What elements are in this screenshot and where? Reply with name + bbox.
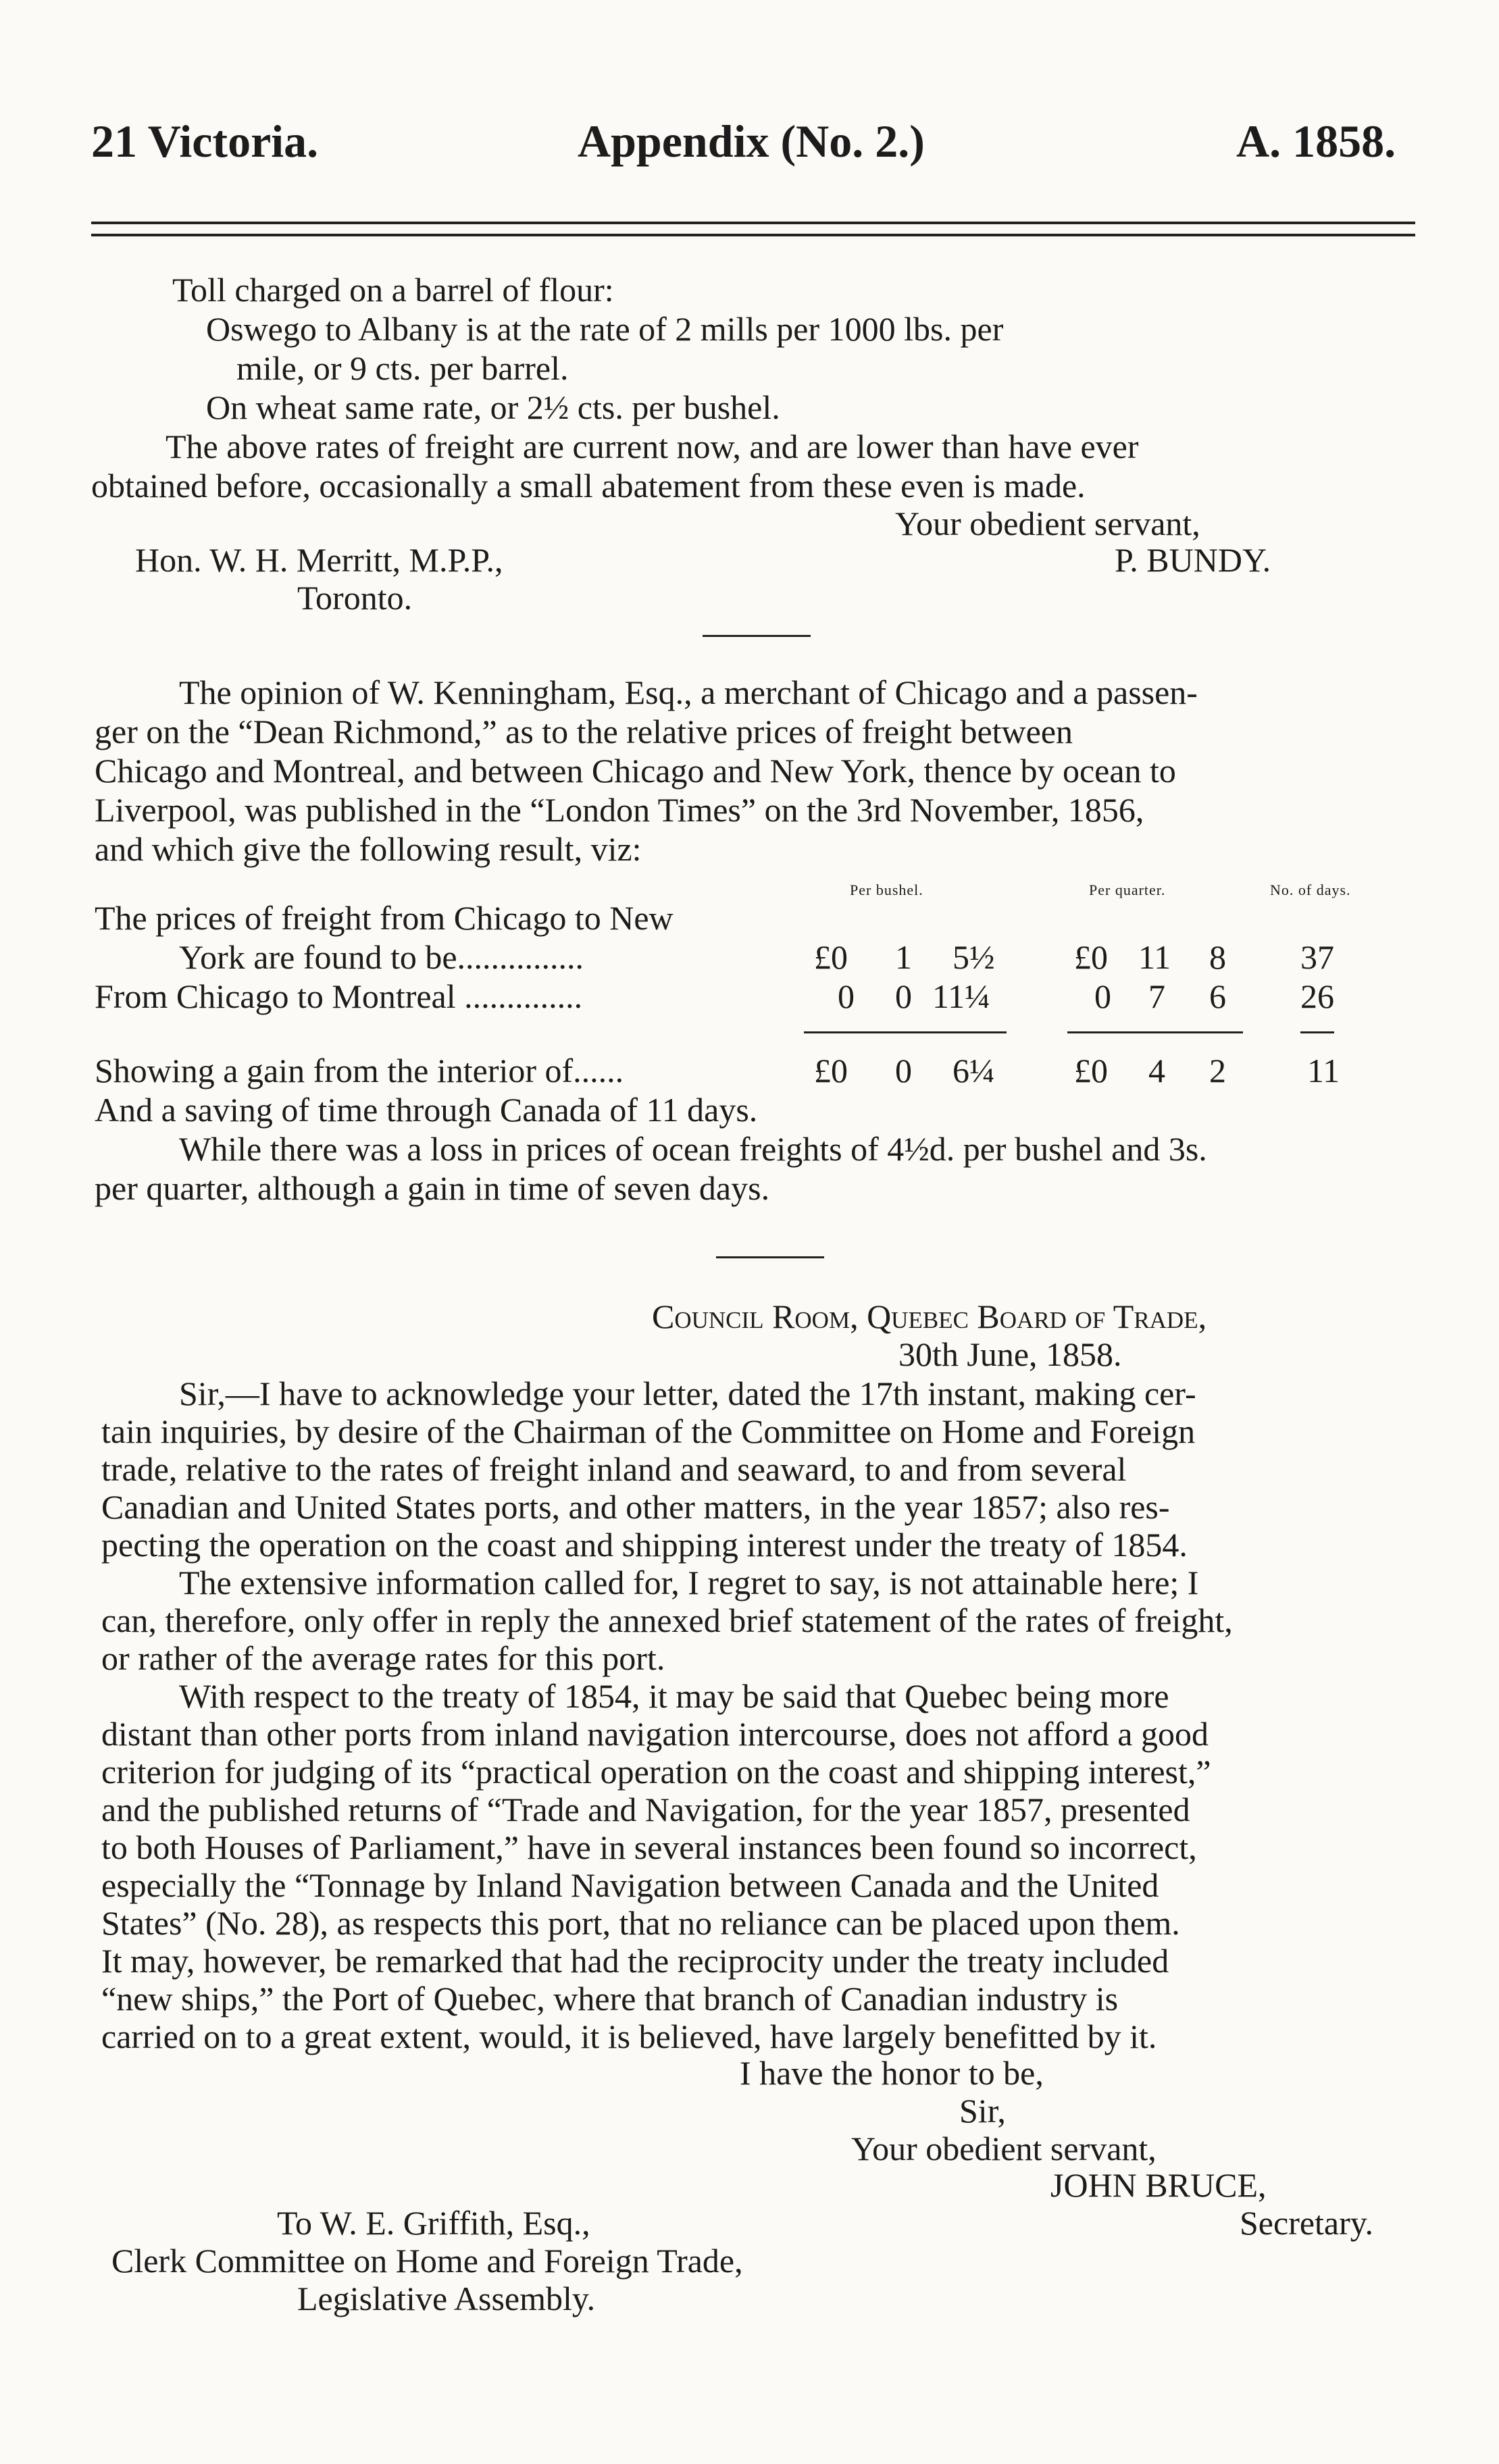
header-year: A. 1858.	[1236, 116, 1396, 167]
opinion-line-4: Liverpool, was published in the “London Times” on the 3rd November, 1856,	[95, 791, 1144, 829]
letter-p1-line-3: trade, relative to the rates of freight inland and seaward, to and from several	[101, 1450, 1127, 1488]
row1-label-a: The prices of freight from Chicago to New	[95, 899, 674, 937]
col-header-days: No. of days.	[1270, 881, 1351, 898]
row2-quarter-pence: 6	[1209, 977, 1226, 1015]
row1-days: 37	[1300, 938, 1334, 976]
total-quarter-shillings: 4	[1148, 1052, 1165, 1089]
letter-p1-line-4: Canadian and United States ports, and other matters, in the year 1857; also res-	[101, 1488, 1170, 1526]
col-header-per-quarter: Per quarter.	[1089, 881, 1166, 898]
letter-p3-line-6: especially the “Tonnage by Inland Navigation between Canada and the United	[101, 1866, 1159, 1904]
row1-bushel-pounds: £0	[814, 938, 848, 976]
row1-bushel-shillings: 1	[895, 938, 912, 976]
toll-signer: P. BUNDY.	[1115, 541, 1271, 579]
row1-quarter-pounds: £0	[1074, 938, 1108, 976]
opinion-line-5: and which give the following result, viz:	[95, 830, 642, 868]
recipient-line-1: To W. E. Griffith, Esq.,	[277, 2204, 590, 2242]
letter-p3-line-2: distant than other ports from inland navigation intercourse, does not afford a good	[101, 1715, 1209, 1753]
row2-bushel-pence: 11¼	[932, 977, 990, 1015]
letter-p1-line-5: pecting the operation on the coast and shipping interest under the treaty of 1854.	[101, 1526, 1188, 1564]
letter-p2-line-2: can, therefore, only offer in reply the annexed brief statement of the rates of freight,	[101, 1601, 1233, 1639]
total-label: Showing a gain from the interior of......	[95, 1052, 624, 1089]
letter-servant: Your obedient servant,	[851, 2130, 1157, 2167]
row1-label-b: York are found to be...............	[179, 938, 584, 976]
row2-bushel-shillings: 0	[895, 977, 912, 1015]
note-line-1: And a saving of time through Canada of 11 days.	[95, 1091, 758, 1129]
letter-honor: I have the honor to be,	[740, 2054, 1044, 2092]
recipient-line-3: Legislative Assembly.	[297, 2280, 596, 2317]
letter-p3-line-8: It may, however, be remarked that had the reciprocity under the treaty included	[101, 1942, 1169, 1980]
note-line-2: While there was a loss in prices of ocean freights of 4½d. per bushel and 3s.	[179, 1130, 1207, 1168]
letter-p3-line-9: “new ships,” the Port of Quebec, where that branch of Canadian industry is	[101, 1980, 1119, 2018]
row2-quarter-shillings: 7	[1148, 977, 1165, 1015]
total-bushel-pence: 6¼	[952, 1052, 995, 1089]
toll-line-4: On wheat same rate, or 2½ cts. per bushel.	[206, 388, 780, 426]
row1-quarter-shillings: 11	[1138, 938, 1171, 976]
section-divider-1	[703, 635, 811, 637]
letter-p3-line-5: to both Houses of Parliament,” have in several instances been found so incorrect,	[101, 1828, 1197, 1866]
letter-p1-line-2: tain inquiries, by desire of the Chairman of the Committee on Home and Foreign	[101, 1412, 1196, 1450]
letter-sir: Sir,	[959, 2092, 1006, 2130]
letter-signer: JOHN BRUCE,	[1050, 2166, 1267, 2204]
row2-days: 26	[1300, 977, 1334, 1015]
toll-line-5: The above rates of freight are current now, and are lower than have ever	[166, 428, 1139, 465]
header-double-rule	[91, 222, 1415, 236]
row2-quarter-pounds: 0	[1094, 977, 1111, 1015]
toll-line-3: mile, or 9 cts. per barrel.	[236, 349, 569, 387]
letter-p2-line-3: or rather of the average rates for this port.	[101, 1639, 665, 1677]
row1-bushel-pence: 5½	[952, 938, 995, 976]
opinion-line-3: Chicago and Montreal, and between Chicago and New York, thence by ocean to	[95, 752, 1176, 790]
letter-p3-line-1: With respect to the treaty of 1854, it may be said that Quebec being more	[179, 1677, 1169, 1715]
header-session: 21 Victoria.	[91, 116, 319, 167]
col-header-per-bushel: Per bushel.	[850, 881, 923, 898]
header-appendix: Appendix (No. 2.)	[578, 116, 925, 167]
opinion-line-2: ger on the “Dean Richmond,” as to the relative prices of freight between	[95, 713, 1073, 750]
recipient-line-2: Clerk Committee on Home and Foreign Trade,	[111, 2242, 743, 2280]
note-line-3: per quarter, although a gain in time of seven days.	[95, 1169, 770, 1207]
letter-p3-line-4: and the published returns of “Trade and Navigation, for the year 1857, presented	[101, 1791, 1190, 1828]
letter-p2-line-1: The extensive information called for, I regret to say, is not attainable here; I	[179, 1564, 1199, 1601]
toll-line-6: obtained before, occasionally a small abatement from these even is made.	[91, 467, 1086, 505]
toll-addressee: Hon. W. H. Merritt, M.P.P.,	[135, 541, 503, 579]
sum-rule-bushel	[804, 1031, 1007, 1033]
sum-rule-quarter	[1067, 1031, 1243, 1033]
total-days: 11	[1307, 1052, 1340, 1089]
letter-date: 30th June, 1858.	[898, 1335, 1122, 1373]
section-divider-2	[716, 1256, 824, 1258]
total-quarter-pence: 2	[1209, 1052, 1226, 1089]
total-bushel-pounds: £0	[814, 1052, 848, 1089]
toll-closing: Your obedient servant,	[895, 505, 1200, 542]
letter-p3-line-3: criterion for judging of its “practical operation on the coast and shipping interest,”	[101, 1753, 1211, 1791]
total-quarter-pounds: £0	[1074, 1052, 1108, 1089]
letter-title: Secretary.	[1240, 2204, 1374, 2242]
letter-p1-line-1: Sir,—I have to acknowledge your letter, dated the 17th instant, making cer-	[179, 1375, 1196, 1412]
toll-line-1: Toll charged on a barrel of flour:	[172, 271, 614, 309]
sum-rule-days	[1300, 1031, 1334, 1033]
opinion-line-1: The opinion of W. Kenningham, Esq., a merchant of Chicago and a passen-	[179, 673, 1198, 711]
page-header	[0, 115, 1499, 176]
toll-line-2: Oswego to Albany is at the rate of 2 mills per 1000 lbs. per	[206, 310, 1004, 348]
letter-p3-line-10: carried on to a great extent, would, it is believed, have largely benefitted by it.	[101, 2018, 1157, 2055]
toll-city: Toronto.	[297, 579, 413, 617]
row1-quarter-pence: 8	[1209, 938, 1226, 976]
letter-place: Council Room, Quebec Board of Trade,	[652, 1298, 1207, 1335]
row2-bushel-pounds: 0	[838, 977, 855, 1015]
letter-p3-line-7: States” (No. 28), as respects this port, that no reliance can be placed upon them.	[101, 1904, 1180, 1942]
row2-label: From Chicago to Montreal ..............	[95, 977, 583, 1015]
total-bushel-shillings: 0	[895, 1052, 912, 1089]
